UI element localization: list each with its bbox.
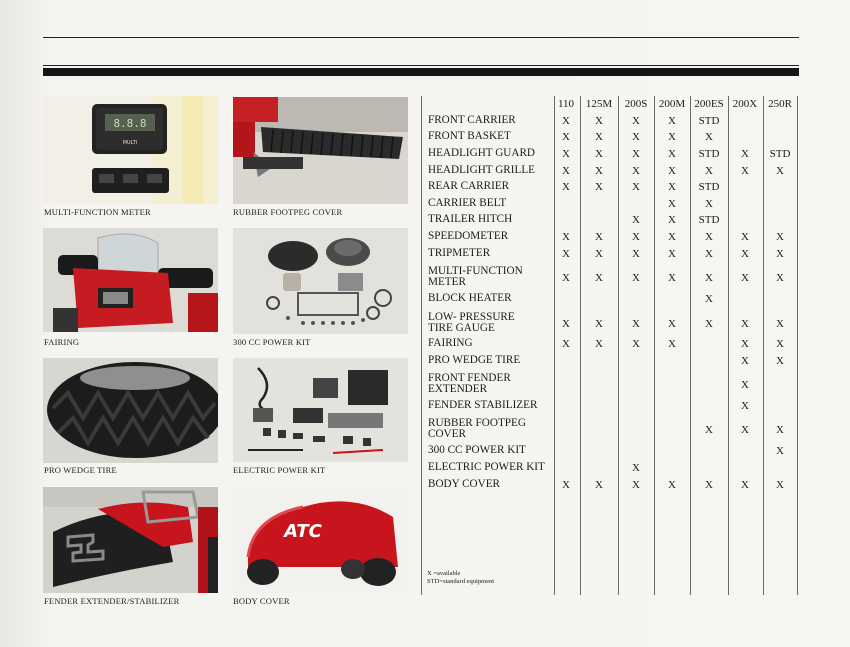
atc-logo-text: ATC [284, 521, 322, 542]
top-rule [43, 37, 799, 38]
rubber-footpeg-photo [233, 97, 408, 204]
availability-mark: X [705, 272, 713, 284]
availability-mark: X [705, 165, 713, 177]
availability-mark: X [632, 214, 640, 226]
electric-power-kit-photo [233, 358, 408, 462]
availability-mark: X [741, 231, 749, 243]
column-header: 200S [624, 98, 648, 110]
availability-mark: X [562, 248, 570, 260]
accessory-name: REAR CARRIER [428, 180, 510, 192]
availability-mark: X [668, 131, 676, 143]
availability-mark: X [595, 165, 603, 177]
availability-mark: X [632, 248, 640, 260]
availability-mark: X [776, 165, 784, 177]
availability-mark: X [705, 231, 713, 243]
meter-illustration [43, 96, 218, 204]
availability-mark: X [562, 181, 570, 193]
accessory-name: HEADLIGHT GRILLE [428, 164, 535, 176]
availability-mark: X [668, 115, 676, 127]
availability-mark: X [595, 231, 603, 243]
availability-mark: X [776, 424, 784, 436]
fender-illustration [43, 487, 218, 593]
footpeg-illustration [233, 97, 408, 204]
column-divider [728, 96, 729, 595]
availability-mark: X [776, 479, 784, 491]
column-divider [618, 96, 619, 595]
tire-illustration [43, 358, 218, 463]
column-header: 110 [557, 98, 575, 110]
availability-mark: X [776, 355, 784, 367]
column-header: 250R [768, 98, 792, 110]
legend-available: X =available [427, 570, 461, 577]
availability-mark: X [595, 272, 603, 284]
availability-mark: X [741, 272, 749, 284]
availability-mark: X [562, 148, 570, 160]
availability-mark: X [668, 198, 676, 210]
availability-mark: X [668, 318, 676, 330]
accessory-name: TRIPMETER [428, 247, 491, 259]
availability-mark: X [562, 272, 570, 284]
top-rule-thin-2 [43, 65, 799, 66]
availability-mark: X [668, 272, 676, 284]
caption-cover: BODY COVER [233, 596, 290, 606]
availability-mark: STD [698, 181, 720, 193]
availability-mark: X [741, 248, 749, 260]
availability-mark: X [776, 248, 784, 260]
availability-mark: X [705, 131, 713, 143]
availability-mark: X [668, 338, 676, 350]
power-kit-illustration [233, 228, 408, 334]
availability-mark: X [668, 479, 676, 491]
caption-footpeg: RUBBER FOOTPEG COVER [233, 207, 343, 217]
accessory-name: HEADLIGHT GUARD [428, 147, 535, 159]
caption-tire: PRO WEDGE TIRE [44, 465, 117, 475]
accessory-name: FRONT FENDER EXTENDER [428, 372, 511, 395]
availability-mark: X [668, 165, 676, 177]
caption-power-kit: 300 CC POWER KIT [233, 337, 311, 347]
availability-mark: X [741, 148, 749, 160]
availability-mark: X [632, 115, 640, 127]
availability-mark: X [741, 379, 749, 391]
availability-mark: X [632, 181, 640, 193]
availability-mark: X [632, 462, 640, 474]
availability-mark: X [705, 248, 713, 260]
availability-mark: X [562, 115, 570, 127]
availability-mark: X [632, 338, 640, 350]
availability-mark: X [595, 148, 603, 160]
availability-mark: X [776, 445, 784, 457]
availability-mark: STD [698, 115, 720, 127]
availability-mark: X [776, 318, 784, 330]
column-divider [654, 96, 655, 595]
caption-fairing: FAIRING [44, 337, 80, 347]
availability-mark: X [741, 400, 749, 412]
availability-mark: X [776, 272, 784, 284]
availability-mark: X [705, 479, 713, 491]
availability-mark: X [741, 479, 749, 491]
body-cover-illustration [233, 487, 408, 593]
availability-mark: X [705, 293, 713, 305]
availability-mark: X [595, 479, 603, 491]
availability-mark: X [668, 231, 676, 243]
availability-mark: X [705, 318, 713, 330]
availability-mark: X [632, 165, 640, 177]
availability-mark: X [741, 424, 749, 436]
availability-mark: X [668, 214, 676, 226]
accessory-name: 300 CC POWER KIT [428, 444, 526, 456]
availability-mark: X [632, 318, 640, 330]
fairing-illustration [43, 228, 218, 332]
accessory-name: MULTI-FUNCTION METER [428, 265, 523, 288]
column-header: 200X [732, 98, 758, 110]
accessory-name: PRO WEDGE TIRE [428, 354, 521, 366]
caption-electric: ELECTRIC POWER KIT [233, 465, 326, 475]
availability-mark: X [741, 338, 749, 350]
availability-mark: X [776, 338, 784, 350]
availability-mark: X [668, 248, 676, 260]
accessory-name: BODY COVER [428, 478, 500, 490]
legend [427, 570, 494, 586]
accessory-name: FRONT BASKET [428, 130, 511, 142]
availability-mark: STD [698, 214, 720, 226]
accessory-name: RUBBER FOOTPEG COVER [428, 417, 526, 440]
column-header: 200M [658, 98, 686, 110]
pro-wedge-tire-photo [43, 358, 218, 463]
availability-mark: X [705, 424, 713, 436]
availability-mark: X [562, 165, 570, 177]
accessory-name: BLOCK HEATER [428, 292, 512, 304]
accessory-name: FRONT CARRIER [428, 114, 516, 126]
availability-mark: STD [698, 148, 720, 160]
power-kit-photo [233, 228, 408, 334]
availability-mark: X [632, 131, 640, 143]
availability-mark: X [595, 248, 603, 260]
column-header: 125M [585, 98, 613, 110]
availability-mark: X [562, 479, 570, 491]
availability-mark: X [595, 115, 603, 127]
accessory-name: FENDER STABILIZER [428, 399, 538, 411]
availability-mark: X [632, 148, 640, 160]
availability-mark: X [595, 181, 603, 193]
availability-mark: X [595, 318, 603, 330]
accessory-name: ELECTRIC POWER KIT [428, 461, 545, 473]
caption-meter: MULTI-FUNCTION METER [44, 207, 151, 217]
availability-mark: X [562, 231, 570, 243]
caption-fender: FENDER EXTENDER/STABILIZER [44, 596, 180, 606]
availability-mark: X [668, 181, 676, 193]
availability-mark: X [741, 318, 749, 330]
column-divider [763, 96, 764, 595]
meter-display-text: 8.8.8 [113, 117, 147, 130]
availability-mark: X [632, 231, 640, 243]
multi-function-meter-photo [43, 96, 218, 204]
availability-mark: X [741, 355, 749, 367]
legend-standard: STD=standard equipment [427, 578, 495, 585]
accessory-name: SPEEDOMETER [428, 230, 509, 242]
availability-mark: STD [769, 148, 791, 160]
availability-mark: X [632, 479, 640, 491]
availability-mark: X [632, 272, 640, 284]
column-divider [690, 96, 691, 595]
availability-mark: X [668, 148, 676, 160]
fairing-photo [43, 228, 218, 332]
availability-mark: X [595, 131, 603, 143]
availability-mark: X [562, 131, 570, 143]
availability-mark: X [562, 338, 570, 350]
accessory-name: LOW- PRESSURE TIRE GAUGE [428, 311, 515, 334]
availability-mark: X [705, 198, 713, 210]
accessory-name: CARRIER BELT [428, 197, 507, 209]
accessory-name: TRAILER HITCH [428, 213, 513, 225]
electric-kit-illustration [233, 358, 408, 462]
column-divider [797, 96, 798, 595]
accessory-name: FAIRING [428, 337, 473, 349]
availability-mark: X [741, 165, 749, 177]
fender-extender-photo [43, 487, 218, 593]
body-cover-photo [233, 487, 408, 593]
top-rule-thick [43, 68, 799, 76]
column-divider [421, 96, 422, 595]
column-header: 200ES [694, 98, 724, 110]
availability-mark: X [562, 318, 570, 330]
availability-mark: X [776, 231, 784, 243]
meter-brand-text: MULTI [122, 140, 138, 146]
availability-mark: X [595, 338, 603, 350]
